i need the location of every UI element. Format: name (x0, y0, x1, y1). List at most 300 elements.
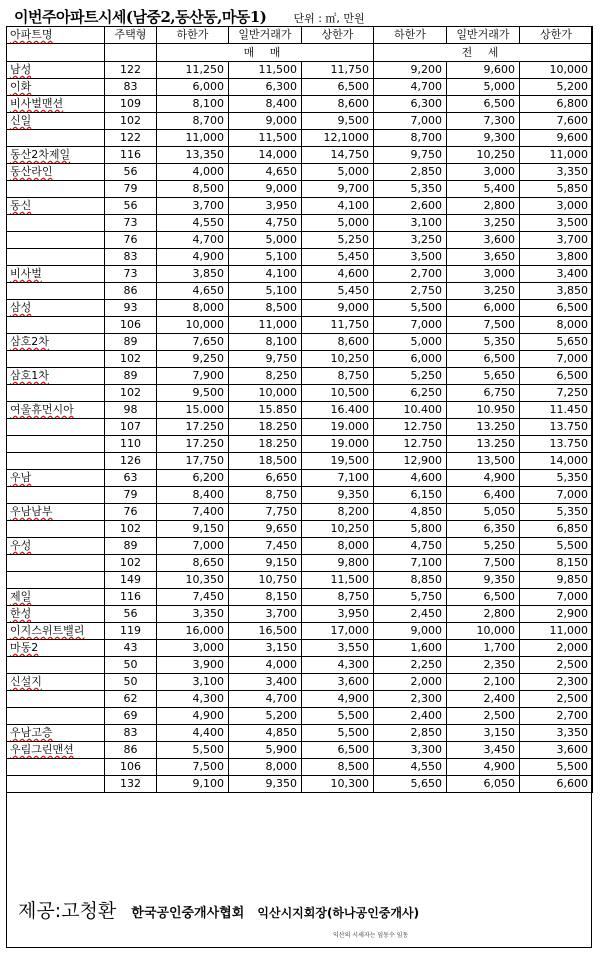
sale-low-price: 13,350 (157, 147, 229, 164)
sale-low-price: 8,650 (157, 555, 229, 572)
jeonse-low-price: 2,850 (374, 164, 447, 181)
housing-type: 116 (105, 589, 157, 606)
sale-mid-price: 4,100 (229, 266, 302, 283)
sale-low-price: 3,850 (157, 266, 229, 283)
jeonse-high-price: 13.750 (520, 419, 593, 436)
sale-mid-price: 5,900 (229, 742, 302, 759)
apartment-name (7, 521, 105, 538)
sale-low-price: 3,100 (157, 674, 229, 691)
sale-high-price: 5,450 (302, 283, 374, 300)
sale-high-price: 19.000 (302, 436, 374, 453)
sale-low-price: 8,400 (157, 487, 229, 504)
apartment-name (7, 555, 105, 572)
sale-high-price: 8,500 (302, 759, 374, 776)
table-row (7, 572, 593, 589)
table-row (7, 62, 593, 79)
sale-mid-price: 6,300 (229, 79, 302, 96)
header-row (7, 27, 593, 44)
apartment-name (7, 691, 105, 708)
housing-type: 110 (105, 436, 157, 453)
jeonse-high-price: 6,850 (520, 521, 593, 538)
jeonse-high-price: 2,000 (520, 640, 593, 657)
apartment-name (7, 453, 105, 470)
jeonse-high-price: 2,700 (520, 708, 593, 725)
table-row (7, 300, 593, 317)
sale-high-price: 8,200 (302, 504, 374, 521)
sale-low-price: 3,700 (157, 198, 229, 215)
jeonse-mid-price: 6,500 (447, 589, 520, 606)
apartment-name: 마동2 (7, 640, 105, 657)
table-row (7, 776, 593, 793)
jeonse-high-price: 5,200 (520, 79, 593, 96)
jeonse-low-price: 6,250 (374, 385, 447, 402)
apartment-name: 제일 (7, 589, 105, 606)
header-type: 주택형 (105, 27, 157, 44)
jeonse-low-price: 4,550 (374, 759, 447, 776)
jeonse-low-price: 5,250 (374, 368, 447, 385)
jeonse-mid-price: 5,000 (447, 79, 520, 96)
jeonse-mid-price: 10,000 (447, 623, 520, 640)
sale-high-price: 8,600 (302, 96, 374, 113)
jeonse-low-price: 10.400 (374, 402, 447, 419)
jeonse-mid-price: 6,400 (447, 487, 520, 504)
sale-mid-price: 8,750 (229, 487, 302, 504)
sale-mid-price: 10,000 (229, 385, 302, 402)
housing-type: 83 (105, 725, 157, 742)
jeonse-high-price: 5,850 (520, 181, 593, 198)
association-name: 한국공인중개사협회 (131, 906, 245, 921)
sale-mid-price: 5,100 (229, 249, 302, 266)
jeonse-mid-price: 7,500 (447, 317, 520, 334)
apartment-name: 우림그린맨션 (7, 742, 105, 759)
apartment-name (7, 572, 105, 589)
jeonse-mid-price: 2,800 (447, 198, 520, 215)
sale-mid-price: 4,000 (229, 657, 302, 674)
table-row (7, 623, 593, 640)
jeonse-mid-price: 3,650 (447, 249, 520, 266)
jeonse-low-price: 4,600 (374, 470, 447, 487)
jeonse-low-price: 2,400 (374, 708, 447, 725)
jeonse-high-price: 2,300 (520, 674, 593, 691)
jeonse-low-price: 2,700 (374, 266, 447, 283)
jeonse-low-price: 4,700 (374, 79, 447, 96)
table-row (7, 334, 593, 351)
document-title: 이번주아파트시세(남중2,동산동,마동1) (14, 8, 267, 26)
jeonse-high-price: 3,500 (520, 215, 593, 232)
jeonse-low-price: 7,100 (374, 555, 447, 572)
jeonse-mid-price: 10,250 (447, 147, 520, 164)
jeonse-high-price: 6,800 (520, 96, 593, 113)
jeonse-low-price: 6,300 (374, 96, 447, 113)
table-row (7, 147, 593, 164)
sale-high-price: 6,500 (302, 742, 374, 759)
housing-type: 102 (105, 555, 157, 572)
sale-mid-price: 11,500 (229, 62, 302, 79)
table-row (7, 130, 593, 147)
apartment-name: 우성 (7, 538, 105, 555)
sale-high-price: 14,750 (302, 147, 374, 164)
jeonse-low-price: 6,000 (374, 351, 447, 368)
sale-low-price: 4,300 (157, 691, 229, 708)
jeonse-low-price: 2,600 (374, 198, 447, 215)
apartment-name (7, 130, 105, 147)
jeonse-mid-price: 13,500 (447, 453, 520, 470)
sale-high-price: 6,500 (302, 79, 374, 96)
sale-high-price: 19.000 (302, 419, 374, 436)
sale-high-price: 3,550 (302, 640, 374, 657)
apartment-name: 남성 (7, 62, 105, 79)
apartment-name: 신설지 (7, 674, 105, 691)
housing-type: 79 (105, 181, 157, 198)
sale-high-price: 8,750 (302, 589, 374, 606)
table-row (7, 453, 593, 470)
jeonse-mid-price: 2,400 (447, 691, 520, 708)
sale-low-price: 3,350 (157, 606, 229, 623)
sale-high-price: 5,250 (302, 232, 374, 249)
apartment-name (7, 181, 105, 198)
housing-type: 56 (105, 606, 157, 623)
apartment-name (7, 351, 105, 368)
sale-low-price: 5,500 (157, 742, 229, 759)
table-row (7, 402, 593, 419)
sale-mid-price: 5,200 (229, 708, 302, 725)
jeonse-low-price: 2,300 (374, 691, 447, 708)
jeonse-low-price: 5,500 (374, 300, 447, 317)
apartment-name: 우남고층 (7, 725, 105, 742)
housing-type: 149 (105, 572, 157, 589)
sale-mid-price: 16,500 (229, 623, 302, 640)
sale-mid-price: 8,100 (229, 334, 302, 351)
jeonse-mid-price: 13.250 (447, 436, 520, 453)
jeonse-mid-price: 4,900 (447, 470, 520, 487)
sale-high-price: 7,100 (302, 470, 374, 487)
table-row (7, 368, 593, 385)
sale-mid-price: 5,100 (229, 283, 302, 300)
apartment-name (7, 249, 105, 266)
housing-type: 50 (105, 657, 157, 674)
jeonse-mid-price: 2,500 (447, 708, 520, 725)
jeonse-mid-price: 9,350 (447, 572, 520, 589)
sale-high-price: 8,600 (302, 334, 374, 351)
jeonse-low-price: 4,850 (374, 504, 447, 521)
sale-low-price: 8,000 (157, 300, 229, 317)
sale-high-price: 10,500 (302, 385, 374, 402)
jeonse-low-price: 5,000 (374, 334, 447, 351)
sale-low-price: 7,900 (157, 368, 229, 385)
jeonse-low-price: 2,000 (374, 674, 447, 691)
sale-mid-price: 9,650 (229, 521, 302, 538)
apartment-name: 삼성 (7, 300, 105, 317)
jeonse-mid-price: 10.950 (447, 402, 520, 419)
apartment-name (7, 759, 105, 776)
sale-low-price: 3,000 (157, 640, 229, 657)
sale-mid-price: 4,650 (229, 164, 302, 181)
subheader-blank (105, 44, 157, 62)
apartment-name: 여울휴먼시아 (7, 402, 105, 419)
jeonse-high-price: 2,500 (520, 691, 593, 708)
apartment-name: 삼호2차 (7, 334, 105, 351)
apartment-name: 이지스위트밸리 (7, 623, 105, 640)
jeonse-mid-price: 3,150 (447, 725, 520, 742)
sale-low-price: 8,500 (157, 181, 229, 198)
housing-type: 98 (105, 402, 157, 419)
jeonse-high-price: 3,800 (520, 249, 593, 266)
jeonse-mid-price: 1,700 (447, 640, 520, 657)
sale-low-price: 9,500 (157, 385, 229, 402)
table-row (7, 351, 593, 368)
jeonse-low-price: 2,750 (374, 283, 447, 300)
table-row (7, 691, 593, 708)
sale-mid-price: 8,000 (229, 759, 302, 776)
housing-type: 69 (105, 708, 157, 725)
sale-high-price: 9,350 (302, 487, 374, 504)
housing-type: 102 (105, 385, 157, 402)
housing-type: 116 (105, 147, 157, 164)
table-row (7, 181, 593, 198)
sale-high-price: 10,300 (302, 776, 374, 793)
jeonse-high-price: 9,850 (520, 572, 593, 589)
table-row (7, 640, 593, 657)
header-jeonse-high: 상한가 (520, 27, 593, 44)
sale-mid-price: 18,500 (229, 453, 302, 470)
sale-low-price: 4,900 (157, 708, 229, 725)
header-sale-mid: 일반거래가 (229, 27, 302, 44)
apartment-name (7, 657, 105, 674)
sale-mid-price: 15.850 (229, 402, 302, 419)
housing-type: 106 (105, 317, 157, 334)
header-apartment: 아파트명 (7, 27, 105, 44)
sale-high-price: 16.400 (302, 402, 374, 419)
apartment-name: 비사벌 (7, 266, 105, 283)
jeonse-low-price: 5,350 (374, 181, 447, 198)
sale-mid-price: 6,650 (229, 470, 302, 487)
table-row (7, 521, 593, 538)
housing-type: 86 (105, 742, 157, 759)
sale-high-price: 5,000 (302, 215, 374, 232)
jeonse-low-price: 9,750 (374, 147, 447, 164)
footer (18, 896, 419, 923)
jeonse-mid-price: 3,000 (447, 164, 520, 181)
sale-low-price: 16,000 (157, 623, 229, 640)
housing-type: 43 (105, 640, 157, 657)
sale-mid-price: 10,750 (229, 572, 302, 589)
jeonse-high-price: 9,600 (520, 130, 593, 147)
apartment-name (7, 317, 105, 334)
sale-mid-price: 8,400 (229, 96, 302, 113)
title-line (14, 6, 365, 27)
jeonse-high-price: 2,900 (520, 606, 593, 623)
table-row (7, 113, 593, 130)
housing-type: 76 (105, 232, 157, 249)
sale-high-price: 11,750 (302, 62, 374, 79)
sale-high-price: 9,000 (302, 300, 374, 317)
housing-type: 107 (105, 419, 157, 436)
sale-mid-price: 18.250 (229, 436, 302, 453)
sale-high-price: 4,300 (302, 657, 374, 674)
jeonse-mid-price: 5,250 (447, 538, 520, 555)
housing-type: 109 (105, 96, 157, 113)
apartment-name (7, 708, 105, 725)
jeonse-high-price: 3,350 (520, 725, 593, 742)
apartment-name (7, 776, 105, 793)
jeonse-high-price: 7,000 (520, 589, 593, 606)
apartment-name: 동신 (7, 198, 105, 215)
jeonse-high-price: 7,600 (520, 113, 593, 130)
sale-high-price: 8,000 (302, 538, 374, 555)
jeonse-high-price: 6,500 (520, 300, 593, 317)
sale-low-price: 4,650 (157, 283, 229, 300)
sale-mid-price: 9,750 (229, 351, 302, 368)
sale-low-price: 9,250 (157, 351, 229, 368)
sale-low-price: 11,000 (157, 130, 229, 147)
table-row (7, 487, 593, 504)
sale-low-price: 7,500 (157, 759, 229, 776)
sale-high-price: 10,250 (302, 351, 374, 368)
table-row (7, 283, 593, 300)
sale-mid-price: 5,000 (229, 232, 302, 249)
jeonse-low-price: 5,650 (374, 776, 447, 793)
jeonse-mid-price: 5,350 (447, 334, 520, 351)
jeonse-low-price: 9,200 (374, 62, 447, 79)
jeonse-mid-price: 9,300 (447, 130, 520, 147)
footer-note: 익산의 시세자는 임동수 임동 (333, 932, 409, 939)
sale-mid-price: 9,350 (229, 776, 302, 793)
table-row (7, 759, 593, 776)
table-row (7, 215, 593, 232)
jeonse-high-price: 5,350 (520, 504, 593, 521)
sale-low-price: 4,000 (157, 164, 229, 181)
jeonse-low-price: 8,850 (374, 572, 447, 589)
jeonse-high-price: 6,500 (520, 368, 593, 385)
jeonse-mid-price: 4,900 (447, 759, 520, 776)
jeonse-high-price: 13.750 (520, 436, 593, 453)
table-row (7, 198, 593, 215)
sale-low-price: 6,000 (157, 79, 229, 96)
jeonse-low-price: 12.750 (374, 419, 447, 436)
sale-mid-price: 7,450 (229, 538, 302, 555)
housing-type: 89 (105, 368, 157, 385)
jeonse-high-price: 3,000 (520, 198, 593, 215)
jeonse-low-price: 7,000 (374, 113, 447, 130)
sale-high-price: 3,950 (302, 606, 374, 623)
sale-low-price: 7,000 (157, 538, 229, 555)
jeonse-mid-price: 13.250 (447, 419, 520, 436)
jeonse-mid-price: 3,250 (447, 215, 520, 232)
apartment-name: 한성 (7, 606, 105, 623)
jeonse-low-price: 3,250 (374, 232, 447, 249)
apartment-name: 우남남부 (7, 504, 105, 521)
jeonse-high-price: 5,650 (520, 334, 593, 351)
apartment-name (7, 215, 105, 232)
sale-low-price: 17,750 (157, 453, 229, 470)
jeonse-low-price: 6,150 (374, 487, 447, 504)
jeonse-high-price: 3,700 (520, 232, 593, 249)
jeonse-high-price: 5,500 (520, 538, 593, 555)
housing-type: 122 (105, 62, 157, 79)
sale-low-price: 15.000 (157, 402, 229, 419)
table-row (7, 742, 593, 759)
sale-mid-price: 18.250 (229, 419, 302, 436)
housing-type: 102 (105, 521, 157, 538)
subheader-row (7, 44, 593, 62)
table-row (7, 708, 593, 725)
sale-high-price: 9,700 (302, 181, 374, 198)
jeonse-high-price: 8,150 (520, 555, 593, 572)
sale-low-price: 11,250 (157, 62, 229, 79)
sale-high-price: 4,900 (302, 691, 374, 708)
sale-high-price: 5,450 (302, 249, 374, 266)
sale-mid-price: 7,750 (229, 504, 302, 521)
jeonse-high-price: 8,000 (520, 317, 593, 334)
sale-low-price: 7,650 (157, 334, 229, 351)
apartment-name (7, 385, 105, 402)
sale-low-price: 7,450 (157, 589, 229, 606)
table-row (7, 164, 593, 181)
sale-low-price: 9,100 (157, 776, 229, 793)
jeonse-high-price: 6,600 (520, 776, 593, 793)
provider-credit: 제공:고청환 (18, 900, 117, 922)
table-row (7, 317, 593, 334)
jeonse-high-price: 5,350 (520, 470, 593, 487)
jeonse-high-price: 11,000 (520, 147, 593, 164)
jeonse-mid-price: 2,100 (447, 674, 520, 691)
table-row (7, 266, 593, 283)
table-row (7, 555, 593, 572)
sale-high-price: 5,500 (302, 725, 374, 742)
sale-low-price: 9,150 (157, 521, 229, 538)
jeonse-high-price: 14,000 (520, 453, 593, 470)
housing-type: 86 (105, 283, 157, 300)
table-row (7, 538, 593, 555)
sale-low-price: 10,000 (157, 317, 229, 334)
jeonse-high-price: 10,000 (520, 62, 593, 79)
apartment-name (7, 487, 105, 504)
sale-mid-price: 3,950 (229, 198, 302, 215)
unit-label: 단위 : ㎡, 만원 (293, 12, 365, 25)
housing-type: 62 (105, 691, 157, 708)
sale-high-price: 4,600 (302, 266, 374, 283)
apartment-name: 신일 (7, 113, 105, 130)
apartment-name (7, 232, 105, 249)
sale-low-price: 17.250 (157, 419, 229, 436)
sale-high-price: 5,500 (302, 708, 374, 725)
jeonse-low-price: 7,000 (374, 317, 447, 334)
housing-type: 63 (105, 470, 157, 487)
jeonse-mid-price: 7,300 (447, 113, 520, 130)
sale-low-price: 8,100 (157, 96, 229, 113)
apartment-name: 비사벌맨션 (7, 96, 105, 113)
apartment-name: 우남 (7, 470, 105, 487)
sale-mid-price: 9,000 (229, 181, 302, 198)
table-row (7, 385, 593, 402)
jeonse-mid-price: 5,650 (447, 368, 520, 385)
jeonse-low-price: 3,500 (374, 249, 447, 266)
sale-high-price: 19,500 (302, 453, 374, 470)
sale-high-price: 8,750 (302, 368, 374, 385)
table-row (7, 419, 593, 436)
apartment-name (7, 419, 105, 436)
table-row (7, 79, 593, 96)
jeonse-low-price: 2,250 (374, 657, 447, 674)
header-sale-high: 상한가 (302, 27, 374, 44)
housing-type: 89 (105, 334, 157, 351)
sale-high-price: 5,000 (302, 164, 374, 181)
sale-high-price: 9,500 (302, 113, 374, 130)
header-jeonse-low: 하한가 (374, 27, 447, 44)
sale-mid-price: 14,000 (229, 147, 302, 164)
housing-type: 56 (105, 164, 157, 181)
jeonse-mid-price: 6,750 (447, 385, 520, 402)
